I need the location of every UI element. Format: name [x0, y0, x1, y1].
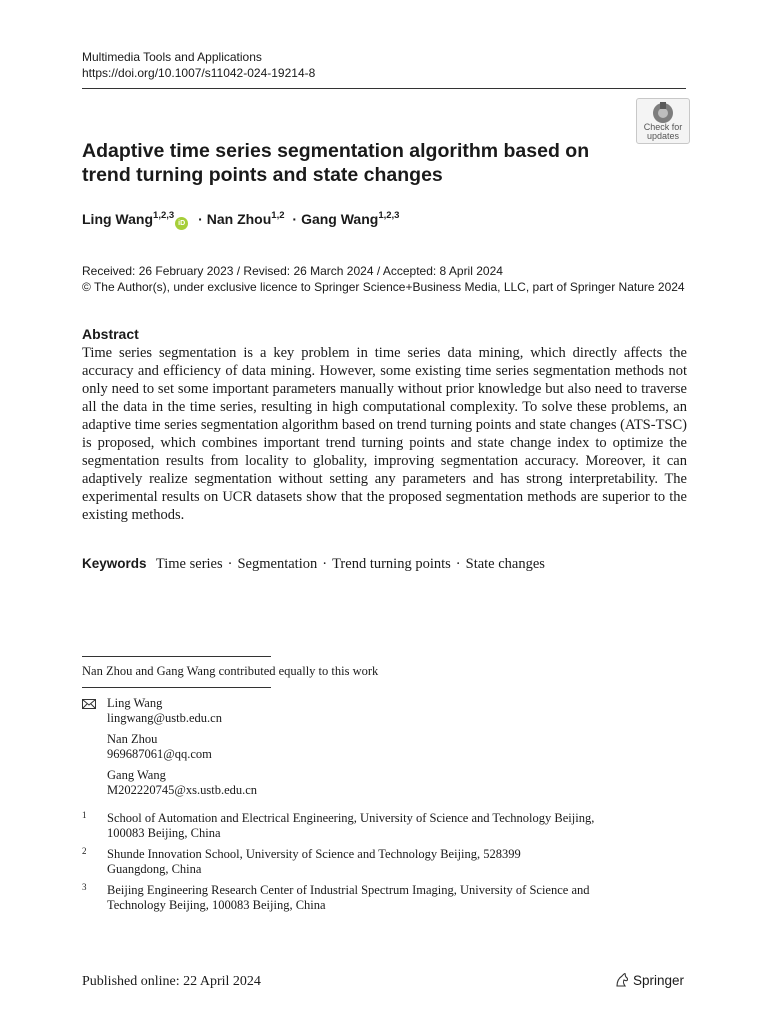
crossmark-icon [649, 102, 677, 124]
author-separator: · [198, 211, 203, 227]
envelope-icon [82, 699, 96, 709]
affiliation [82, 847, 692, 877]
contact-entry [107, 768, 257, 798]
keyword: Trend turning points [332, 556, 451, 572]
affiliation [82, 811, 692, 841]
author-affiliation-marks: 1,2,3 [153, 210, 175, 221]
copyright-notice: © The Author(s), under exclusive licence to Springer Science+Business Media, LLC, part of Springer Nature 2024 [82, 280, 685, 294]
article-dates [82, 263, 685, 295]
affiliation-line: Shunde Innovation School, University of Science and Technology Beijing, 528399 [107, 847, 521, 861]
author-separator: · [292, 211, 298, 227]
article-history: Received: 26 February 2023 / Revised: 26 March 2024 / Accepted: 8 April 2024 [82, 264, 503, 278]
keyword: Segmentation [237, 556, 318, 572]
author-name[interactable]: Ling Wang [82, 211, 154, 227]
crossmark-line2: updates [646, 131, 680, 141]
affiliation-line: Beijing Engineering Research Center of Industrial Spectrum Imaging, University of Science and [107, 883, 590, 897]
affiliation-line: Guangdong, China [107, 862, 202, 876]
orcid-icon[interactable]: iD [175, 217, 188, 230]
affiliation-line: School of Automation and Electrical Engineering, University of Science and Technology Beijing, [107, 811, 595, 825]
contact-email[interactable]: M202220745@xs.ustb.edu.cn [107, 783, 258, 797]
author-list [82, 209, 399, 230]
publisher-logo [614, 971, 684, 991]
author-name[interactable]: Nan Zhou [206, 211, 272, 227]
header-rule [82, 88, 686, 89]
contacts-rule [82, 687, 271, 688]
contact-entry [107, 696, 257, 726]
contact-name: Nan Zhou [107, 732, 158, 746]
keywords-section [82, 554, 545, 574]
keyword-separator: · [455, 556, 461, 572]
author-affiliation-marks: 1,2 [271, 210, 285, 221]
journal-name: Multimedia Tools and Applications [82, 50, 262, 64]
author-affiliation-marks: 1,2,3 [378, 210, 400, 221]
keyword-separator: · [227, 556, 233, 572]
author-name[interactable]: Gang Wang [301, 211, 379, 227]
affiliation-line: 100083 Beijing, China [107, 826, 221, 840]
paper-title: Adaptive time series segmentation algorithm based on trend turning points and state changes [82, 140, 590, 186]
keyword-separator: · [322, 556, 328, 572]
contact-email[interactable]: lingwang@ustb.edu.cn [107, 711, 222, 725]
journal-header [82, 49, 315, 81]
abstract-heading: Abstract [82, 326, 139, 342]
abstract-text: Time series segmentation is a key problem in time series data mining, which directly affects the accuracy and efficiency of data mining. However, some existing time series segmentation methods not only need to set some important parameters manually without prior knowledge but also need to traverse all the data in the time series, resulting in high computational complexity. To solve these problems, an adaptive time series segmentation algorithm based on trend turning points and state changes (ATS-TSC) is proposed, which combines important trend turning points and state change index to optimize the segmentation results from locality to globality, improving segmentation accuracy. Moreover, it can adaptively realize segmentation without setting any parameters and has strong interpretability. The experimental results on UCR datasets show that the proposed segmentation methods are superior to the existing methods. [82, 345, 687, 523]
springer-horse-icon [614, 972, 630, 988]
keywords-heading: Keywords [82, 556, 147, 571]
affiliation-line: Technology Beijing, 100083 Beijing, China [107, 898, 326, 912]
check-for-updates-badge[interactable] [636, 98, 690, 144]
contact-list [107, 696, 257, 804]
published-online-date: Published online: 22 April 2024 [82, 974, 261, 989]
footnote-rule [82, 656, 271, 657]
contact-name: Gang Wang [107, 768, 166, 782]
keyword: Time series [155, 556, 223, 572]
equal-contribution-note: Nan Zhou and Gang Wang contributed equally to this work [82, 664, 379, 678]
affiliation [82, 883, 692, 913]
contact-entry [107, 732, 257, 762]
affiliation-number: 3 [82, 882, 87, 892]
affiliation-number: 1 [82, 810, 87, 820]
affiliation-number: 2 [82, 846, 87, 856]
keyword: State changes [465, 556, 545, 572]
crossmark-line1: Check for [643, 122, 683, 132]
publisher-name: Springer [633, 973, 685, 988]
doi-link[interactable]: https://doi.org/10.1007/s11042-024-19214-8 [82, 66, 316, 80]
contact-email[interactable]: 969687061@qq.com [107, 747, 212, 761]
contact-name: Ling Wang [107, 696, 163, 710]
